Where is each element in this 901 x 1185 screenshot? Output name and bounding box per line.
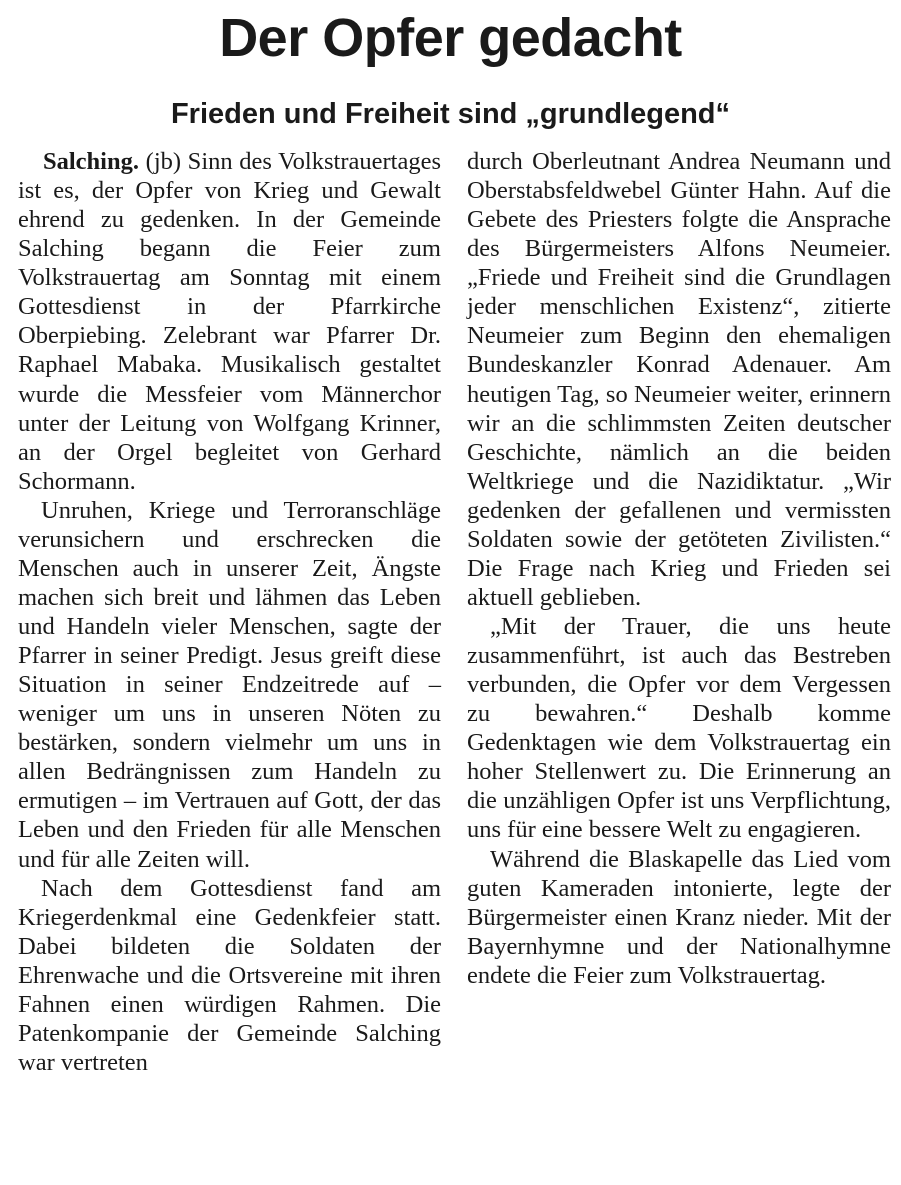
dateline: Salching. [43,148,139,175]
headline: Der Opfer gedacht [219,8,682,68]
subheadline: Frieden und Freiheit sind „grundlegend“ [170,98,731,130]
article-paragraph-4: „Mit der Trauer, die uns heute zusammenführt, ist auch das Bestreben verbunden, die Opfer vor dem Vergessen zu bewahren.“ Deshalb komme Gedenktagen wie dem Volkstrauertag ein hoher Stellenwert zu. Die Erinnerung an die unzähligen Opfer ist uns Verpflichtung, uns für eine bessere Welt zu engagieren. [467,613,891,844]
article-column-right [467,147,891,990]
article-paragraph-5: Während die Blaskapelle das Lied vom guten Kameraden intonierte, legte der Bürgermeister einen Kranz nieder. Mit der Bayernhymne und der Nationalhymne endete die Feier zum Volkstrauertag. [467,845,891,989]
article-column-left [18,147,441,1077]
article-paragraph-2: Unruhen, Kriege und Terroranschläge verunsichern und erschrecken die Menschen auch in unserer Zeit, Ängste machen sich breit und lähmen das Leben und Handeln vieler Menschen, sagte der Pfarrer in seiner Predigt. Jesus greift diese Situation in seiner Endzeitrede auf – weniger um uns in unseren Nöten zu bestärken, sondern vielmehr um uns in allen Bedrängnissen zum Handeln zu ermutigen – im Vertrauen auf Gott, der das Leben und den Frieden für alle Menschen und für alle Zeiten will. [18,496,441,873]
article-paragraph-1 [18,147,441,496]
article-paragraph-3-start: Nach dem Gottesdienst fand am Kriegerdenkmal eine Gedenkfeier statt. Dabei bildeten die Soldaten der Ehrenwache und die Ortsvereine mit ihren Fahnen einen würdigen Rahmen. Die Patenkompanie der Gemeinde Salching war vertreten [18,874,441,1076]
lead-text: (jb) Sinn des Volkstrauertages ist es, der Opfer von Krieg und Gewalt ehrend zu gedenken. In der Gemeinde Salching begann die Feier zum Volkstrauertag am Sonntag mit einem Gottesdienst in der Pfarrkirche Oberpiebing. Zelebrant war Pfarrer Dr. Raphael Mabaka. Musikalisch gestaltet wurde die Messfeier vom Männerchor unter der Leitung von Wolfgang Krinner, an der Orgel begleitet von Gerhard Schormann. [18,148,441,495]
article-paragraph-3-continued: durch Oberleutnant Andrea Neumann und Oberstabsfeldwebel Günter Hahn. Auf die Gebete des Priesters folgte die Ansprache des Bürgermeisters Alfons Neumeier. „Friede und Freiheit sind die Grundlagen jeder menschlichen Existenz“, zitierte Neumeier zum Beginn den ehemaligen Bundeskanzler Konrad Adenauer. Am heutigen Tag, so Neumeier weiter, erinnern wir an die schlimmsten Zeiten deutscher Geschichte, nämlich an die beiden Weltkriege und die Nazidiktatur. „Wir gedenken der gefallenen und vermissten Soldaten sowie der getöteten Zivilisten.“ Die Frage nach Krieg und Frieden sei aktuell geblieben. [467,148,891,611]
